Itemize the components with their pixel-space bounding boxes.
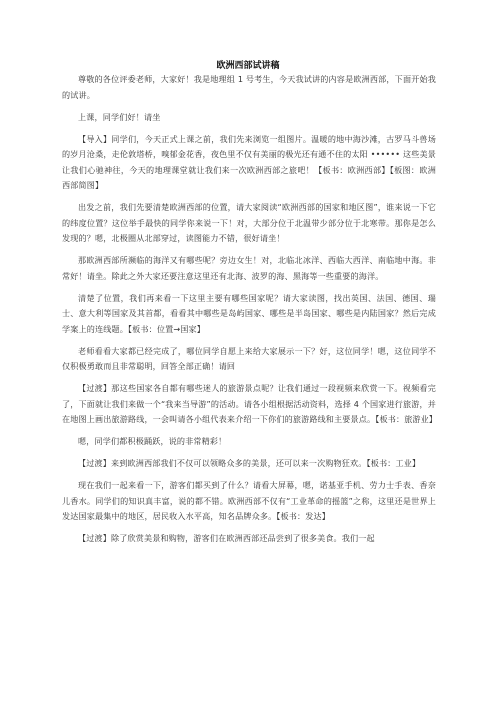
paragraph-greeting: 上课，同学们好！请坐 xyxy=(78,111,161,122)
paragraph-tourism: 【过渡】那这些国家各自都有哪些迷人的旅游景点呢？让我们通过一段视频来欣赏一下。视频看完了，下面就让我们来做一个“我来当导游”的活动。请各小组根据活动资料，选择 4 个国家进行旅游，并在地图上画出旅游路线，一会叫请各小组代表来介绍一下你们的旅游路线和主要景点。【板书：旅游业】 xyxy=(62,383,438,424)
document-title: 欧洲西部试讲稿 xyxy=(216,61,280,71)
paragraph-food-transition: 【过渡】除了欣赏美景和购物，游客们在欧洲西部还品尝到了很多美食。我们一起 xyxy=(78,533,375,543)
paragraph-introduction: 【导入】同学们，今天正式上课之前，我们先来浏览一组图片。温暖的地中海沙滩，古罗马斗兽场的岁月沧桑，走伦敦塔桥，嗅郁金花香，夜色里不仅有美丽的极光还有通不住的太阳 •••••• 这些美景让我们心驰神往，今天的地理课堂就让我们来一次欧洲西部之旅吧！【板书：欧洲西部】【板图：欧洲西部简图】 xyxy=(62,133,436,190)
paragraph-industry: 现在我们一起来看一下，游客们都买到了什么？请看大屏幕，嗯，诺基亚手机、劳力士手表、香奈儿香水。同学们的知识真丰富，说的都不错。欧洲西部不仅有“工业革命的摇篮”之称，这里还是世界上发达国家最集中的地区，居民收入水平高，知名品牌众多。【板书：发达】 xyxy=(62,480,436,521)
paragraph-praise: 嗯，同学们都积极踊跃，说的非常精彩！ xyxy=(78,436,227,446)
paragraph-seas: 那欧洲西部所濒临的海洋又有哪些呢？旁边女生！对，北临北冰洋、西临大西洋、南临地中海。非常好！请坐。除此之外大家还要注意这里还有北海、波罗的海、黑海等一些重要的海洋。 xyxy=(62,255,436,281)
paragraph-shopping-transition: 【过渡】来到欧洲西部我们不仅可以领略众多的美景，还可以来一次购物狂欢。【板书：工业】 xyxy=(78,458,421,468)
paragraph-countries: 清楚了位置，我们再来看一下这里主要有哪些国家呢？请大家读图，找出英国、法国、德国、瑞士、意大利等国家及其首都，看看其中哪些是岛屿国家、哪些是半岛国家、哪些是内陆国家？然后完成学案上的连线题。【板书：位置→国家】 xyxy=(62,292,436,334)
paragraph-opening: 尊敬的各位评委老师，大家好！我是地理组 1 号考生，今天我试讲的内容是欧洲西部，下面开始我的试讲。 xyxy=(62,74,436,100)
paragraph-student-answer: 老师看看大家都已经完成了，哪位同学自愿上来给大家展示一下？好，这位同学！嗯，这位同学不仅积极勇敢而且非常聪明，回答全部正确！请回 xyxy=(62,345,436,371)
paragraph-location: 出发之前，我们先要清楚欧洲西部的位置，请大家阅读“欧洲西部的国家和地区图”，谁来说一下它的纬度位置？这位举手最快的同学你来说一下！对，大部分位于北温带少部分位于北寒带。那你是怎么发现的？嗯，北极圈从北部穿过，读图能力不错，很好请坐！ xyxy=(62,202,436,243)
document-body xyxy=(62,72,436,553)
